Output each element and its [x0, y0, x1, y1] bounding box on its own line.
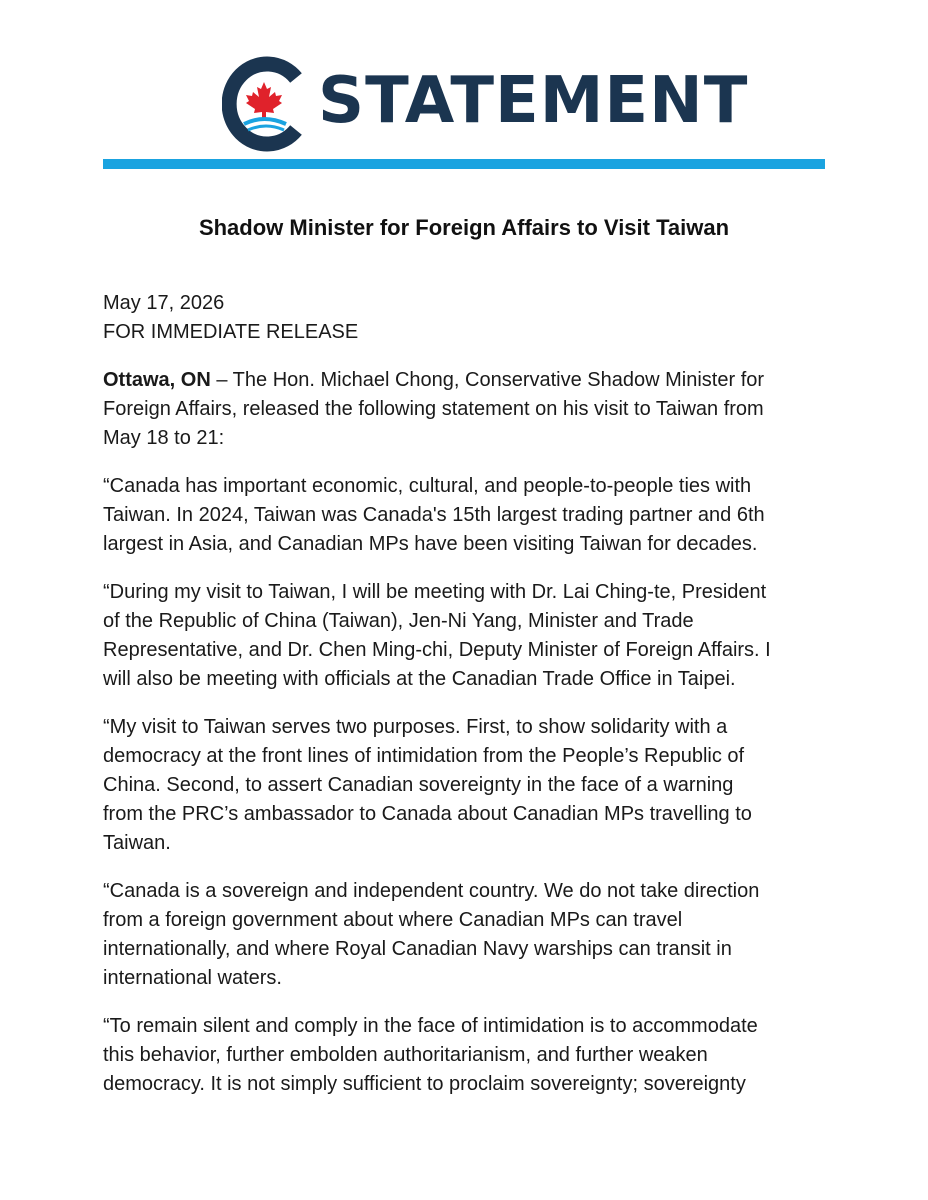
paragraph-line: democracy. It is not simply sufficient to proclaim sovereignty; sovereignty	[103, 1073, 746, 1095]
statement-body	[103, 289, 831, 1118]
intro-line	[103, 366, 831, 395]
paragraph-line: “To remain silent and comply in the face of intimidation is to accommodate	[103, 1015, 758, 1037]
intro-line: Foreign Affairs, released the following statement on his visit to Taiwan from	[103, 398, 764, 420]
intro-line: May 18 to 21:	[103, 427, 225, 449]
dateline	[103, 289, 831, 347]
conservative-logo-icon	[222, 56, 306, 152]
location-label: Ottawa, ON	[103, 369, 211, 391]
quote-paragraph-1	[103, 472, 831, 559]
paragraph-line: Taiwan.	[103, 832, 171, 854]
paragraph-line: international waters.	[103, 967, 282, 989]
quote-paragraph-4	[103, 877, 831, 993]
statement-header	[0, 52, 928, 152]
paragraph-line: this behavior, further embolden authoritarianism, and further weaken	[103, 1044, 708, 1066]
page-title: Shadow Minister for Foreign Affairs to Visit Taiwan	[198, 215, 730, 240]
quote-paragraph-3	[103, 713, 831, 858]
paragraph-line: China. Second, to assert Canadian sovereignty in the face of a warning	[103, 774, 734, 796]
release-date: May 17, 2026	[103, 292, 225, 314]
paragraph-line: democracy at the front lines of intimidation from the People’s Republic of	[103, 745, 745, 767]
intro-text: – The Hon. Michael Chong, Conservative Shadow Minister for	[210, 369, 765, 391]
paragraph-line: “My visit to Taiwan serves two purposes. First, to show solidarity with a	[103, 716, 728, 738]
paragraph-line: from a foreign government about where Canadian MPs can travel	[103, 909, 683, 931]
paragraph-line: “Canada is a sovereign and independent country. We do not take direction	[103, 880, 760, 902]
maple-leaf-icon	[246, 82, 282, 120]
paragraph-line: “During my visit to Taiwan, I will be meeting with Dr. Lai Ching-te, President	[103, 581, 767, 603]
paragraph-line: will also be meeting with officials at the Canadian Trade Office in Taipei.	[103, 668, 736, 690]
paragraph-line: from the PRC’s ambassador to Canada about Canadian MPs travelling to	[103, 803, 752, 825]
statement-wordmark: STATEMENT	[318, 64, 749, 138]
paragraph-line: Taiwan. In 2024, Taiwan was Canada's 15th largest trading partner and 6th	[103, 504, 765, 526]
header-divider	[103, 159, 825, 169]
intro-paragraph	[103, 366, 831, 453]
paragraph-line: “Canada has important economic, cultural, and people-to-people ties with	[103, 475, 752, 497]
paragraph-line: Representative, and Dr. Chen Ming-chi, Deputy Minister of Foreign Affairs. I	[103, 639, 771, 661]
quote-paragraph-2	[103, 578, 831, 694]
paragraph-line: largest in Asia, and Canadian MPs have been visiting Taiwan for decades.	[103, 533, 758, 555]
release-notice: FOR IMMEDIATE RELEASE	[103, 321, 359, 343]
quote-paragraph-5	[103, 1012, 831, 1099]
paragraph-line: internationally, and where Royal Canadian Navy warships can transit in	[103, 938, 732, 960]
paragraph-line: of the Republic of China (Taiwan), Jen-Ni Yang, Minister and Trade	[103, 610, 694, 632]
